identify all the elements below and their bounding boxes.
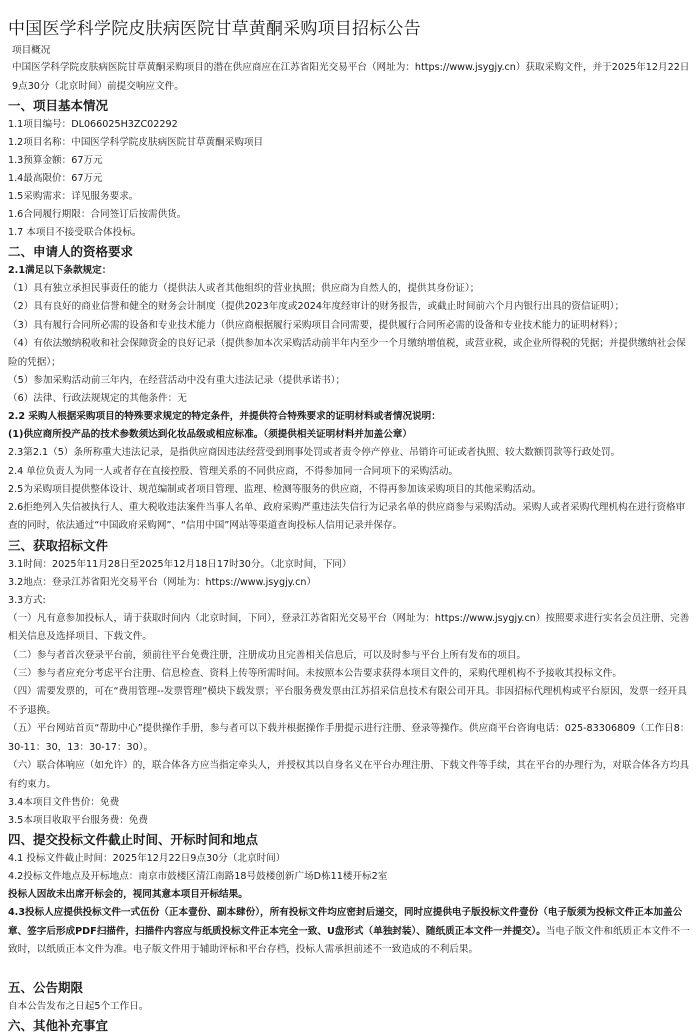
section-1-line: 1.4最高限价：67万元 — [8, 173, 103, 184]
section-3-p35: 3.5本项目收取平台服务费：免费 — [8, 815, 148, 826]
section-3-p33: 3.3方式: — [8, 594, 46, 606]
section-2-p23: 2.3第2.1（5）条所称重大违法记录，是指供应商因违法经营受到刑事处罚或者责令停产停业、吊销许可证或者执照、较大数额罚款等行政处罚。 — [8, 447, 621, 458]
section-4-p43-bold: 4.3投标人应提供投标文件一式伍份（正本壹份、副本肆份），所有投标文件均应密封后递交，同时应提供电子版投标文件壹份（电子版须为投标文件正本加盖公章、签字后形成PDF扫描件，扫描件内容应与纸质投标文件正本完全一致、U盘形式（单独封装）、随纸质正本文件一并提交）。 — [8, 907, 683, 937]
section-3-heading: 三、获取招标文件 — [8, 537, 109, 553]
section-1-line: 1.1项目编号：DL066025H3ZC02292 — [8, 119, 178, 130]
section-3-item: （三）参与者应充分考虑平台注册、信息检查、资料上传等所需时间。未按照本公告要求获得本项目文件的，采购代理机构不予接收其投标文件。 — [8, 667, 622, 679]
section-1-line: 1.6合同履行期限：合同签订后按需供货。 — [8, 209, 187, 220]
section-2-item: （5）参加采购活动前三年内，在经营活动中没有重大违法记录（提供承诺书）； — [8, 375, 346, 386]
section-3-p32: 3.2地点：登录江苏省阳光交易平台（网址为：https://www.jsygjy.cn） — [8, 576, 317, 588]
overview-label: 项目概况 — [12, 45, 51, 56]
section-2-heading: 二、申请人的资格要求 — [8, 244, 134, 259]
section-5-text: 自本公告发布之日起5个工作日。 — [8, 1000, 149, 1012]
section-3-p34: 3.4本项目文件售价：免费 — [8, 797, 120, 808]
section-2-sub2: 2.2 采购人根据采购项目的特殊要求规定的特定条件，并提供符合特殊要求的证明材料或者情况说明： — [8, 411, 441, 422]
section-2-item: （3）具有履行合同所必需的设备和专业技术能力（供应商根据履行采购项目合同需要，提供履行合同所必需的设备和专业技术能力的证明材料）； — [8, 319, 624, 331]
section-1-line: 1.5采购需求：详见服务要求。 — [8, 191, 139, 202]
section-4-p41: 4.1 投标文件截止时间：2025年12月22日9点30分（北京时间） — [8, 853, 286, 864]
section-3-item: （四）需要发票的，可在“费用管理--发票管理”模块下载发票；平台服务费发票由江苏招采信息技术有限公司开具。非因招标代理机构或平台原因，发票一经开具不予退换。 — [8, 686, 687, 716]
section-5-heading: 五、公告期限 — [8, 979, 84, 995]
overview-text: 中国医学科学院皮肤病医院甘草黄酮采购项目的潜在供应商应在江苏省阳光交易平台（网址为：https://www.jsygjy.cn）获取采购文件，并于2025年12月22日9点30分（北京时间）前提交响应文件。 — [12, 62, 690, 92]
section-2-item: （2）具有良好的商业信誉和健全的财务会计制度（提供2023年度或2024年度经审计的财务报告，或截止时间前六个月内银行出具的资信证明）； — [8, 301, 625, 312]
section-1-line: 1.2项目名称：中国医学科学院皮肤病医院甘草黄酮采购项目 — [8, 137, 264, 148]
section-3-item: （二）参与者首次登录平台前，须前往平台免费注册，注册成功且完善相关信息后，可以及时参与平台上所有发布的项目。 — [8, 649, 527, 661]
section-2-item: （4）有依法缴纳税收和社会保障资金的良好记录（提供参加本次采购活动前半年内至少一个月缴纳增值税，或营业税，或企业所得税的凭据；并提供缴纳社会保险的凭据）； — [8, 338, 686, 368]
section-2-p25: 2.5为采购项目提供整体设计、规范编制或者项目管理、监理、检测等服务的供应商，不得再参加该采购项目的其他采购活动。 — [8, 483, 542, 495]
section-3-item: （六）联合体响应（如允许）的，联合体各方应当指定牵头人，并授权其以自身名义在平台办理注册、下载文件等手续，其在平台的办理行为，对联合体各方均具有约束力。 — [8, 760, 690, 790]
section-2-item: （1）具有独立承担民事责任的能力（提供法人或者其他组织的营业执照；供应商为自然人的，提供其身份证）； — [8, 283, 480, 294]
section-3-item: （五）平台网站首页“帮助中心”提供操作手册，参与者可以下载并根据操作手册提示进行注册、登录等操作。供应商平台咨询电话：025-83306809（工作日8：30-11：30，13：30-17：30）。 — [8, 723, 690, 753]
page-title: 中国医学科学院皮肤病医院甘草黄酮采购项目招标公告 — [8, 19, 421, 39]
section-1-line: 1.3预算金额：67万元 — [8, 155, 103, 166]
section-2-item: （6）法律、行政法规规定的其他条件：无 — [8, 393, 187, 404]
section-2-p24: 2.4 单位负责人为同一人或者存在直接控股、管理关系的不同供应商，不得参加同一合同项下的采购活动。 — [8, 465, 459, 477]
section-4-p43 — [8, 904, 693, 960]
section-2-sub2-item: (1)供应商所投产品的技术参数须达到化妆品级或相应标准。（须提供相关证明材料并加盖公章） — [8, 429, 412, 440]
section-6-heading: 六、其他补充事宜 — [8, 1017, 109, 1033]
section-4-p42: 4.2投标文件地点及开标地点：南京市鼓楼区清江南路18号鼓楼创新广场D栋11楼开标2室 — [8, 871, 388, 882]
section-2-sub1: 2.1满足以下条款规定： — [8, 265, 112, 276]
section-4-heading: 四、提交投标文件截止时间、开标时间和地点 — [8, 832, 259, 847]
section-1-heading: 一、项目基本情况 — [8, 98, 109, 113]
section-3-p31: 3.1时间：2025年11月28日至2025年12月18日17时30分。（北京时间，下同） — [8, 558, 352, 570]
section-1-line: 1.7 本项目不接受联合体投标。 — [8, 227, 142, 238]
section-2-p26: 2.6拒绝列入失信被执行人、重大税收违法案件当事人名单、政府采购严重违法失信行为记录名单的供应商参与采购活动。采购人或者采购代理机构在进行资格审查的同时，依法通过“中国政府采购网”、“信用中国”网站等渠道查询投标人信用记录并保存。 — [8, 501, 686, 531]
spacer — [8, 960, 693, 978]
section-4-bold-line: 投标人因故未出席开标会的，视同其意本项目开标结果。 — [8, 889, 248, 900]
section-3-item: （一）凡有意参加投标人，请于获取时间内（北京时间，下同），登录江苏省阳光交易平台（网址为：https://www.jsygjy.cn）按照要求进行实名会员注册、完善相关信息及选择项目、下载文件。 — [8, 612, 690, 642]
section-4-p43-rest: 当电子版文件和纸质正本文件不一致时，以纸质正本文件为准。电子版文件用于辅助评标和平台存档，投标人需承担前述不一致造成的不利后果。 — [8, 925, 690, 955]
